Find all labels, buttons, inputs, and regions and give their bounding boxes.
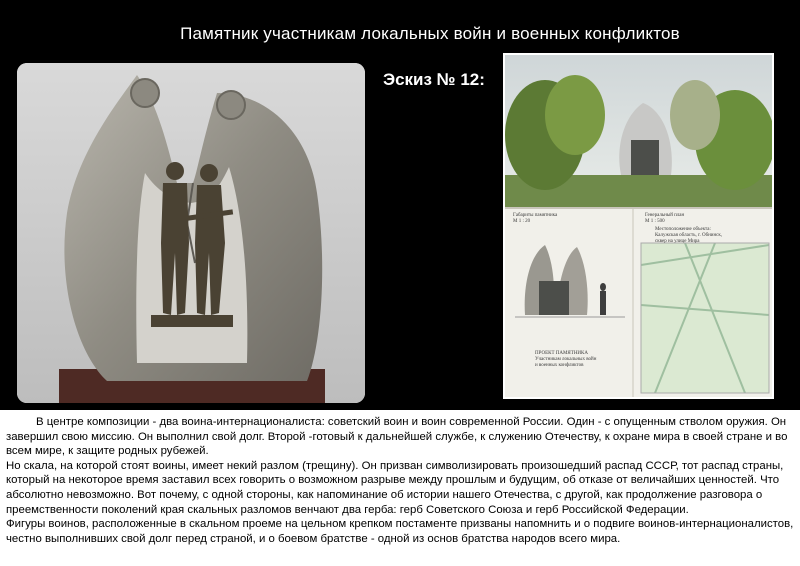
location-line-2: Калужская область, г. Обнинск, (655, 233, 723, 238)
dimensions-label: Габариты памятника (513, 213, 558, 218)
plan-label: Генеральный план (645, 213, 685, 218)
paragraph-3: Фигуры воинов, расположенные в скальном проеме на цельном крепком постаменте призваны напомнить и о подвиге воинов-интернационалистов, честно выполнивших свой долг перед страной, и о боевом братстве - одной из основ братства народов всего мира. (6, 518, 794, 545)
soviet-emblem-icon (131, 79, 159, 107)
project-line-1: ПРОЕКТ ПАМЯТНИКА (535, 351, 588, 356)
location-line-3: сквер на улице Мира (655, 239, 700, 244)
paragraph-2: Но скала, на которой стоят воины, имеет некий разлом (трещину). Он призван символизировать произошедший распад СССР, тот распад страны, который на некоторое время заставил всех говорить о возможном разрыве между прошлым и будущим, об отказе от величайших ценностей. Что абсолютно невозможно. Вот почему, с одной стороны, как напоминание об истории нашего Отечества, с другой, как продолжение разговора о преемственности поколений края скальных разломов венчают два герба: герб Советского Союза и герб Российской Федерации. (6, 459, 784, 516)
plan-scale: М 1 : 500 (645, 219, 665, 224)
description-text (6, 415, 794, 546)
project-line-3: и военных конфликтов (535, 363, 584, 368)
paragraph-1: В центре композиции - два воина-интернационалиста: советский воин и воин современной России. Один - с опущенным стволом оружия. Он завершил свою миссию. Он выполнил свой долг. Второй -готовый к дальнейшей службе, к служению Отечеству, к охране мира в своей стране и во всем мире, к защите родных рубежей. (6, 416, 788, 458)
dimensions-scale: М 1 : 20 (513, 219, 531, 224)
project-sheet (503, 53, 774, 399)
russian-emblem-icon (217, 91, 245, 119)
project-line-2: Участникам локальных войн (535, 357, 597, 362)
maquette-photo (17, 63, 365, 403)
sketch-number-label: Эскиз № 12: (383, 70, 485, 89)
location-line-1: Местоположение объекта: (655, 227, 711, 232)
page-title: Памятник участникам локальных войн и военных конфликтов (180, 24, 680, 43)
